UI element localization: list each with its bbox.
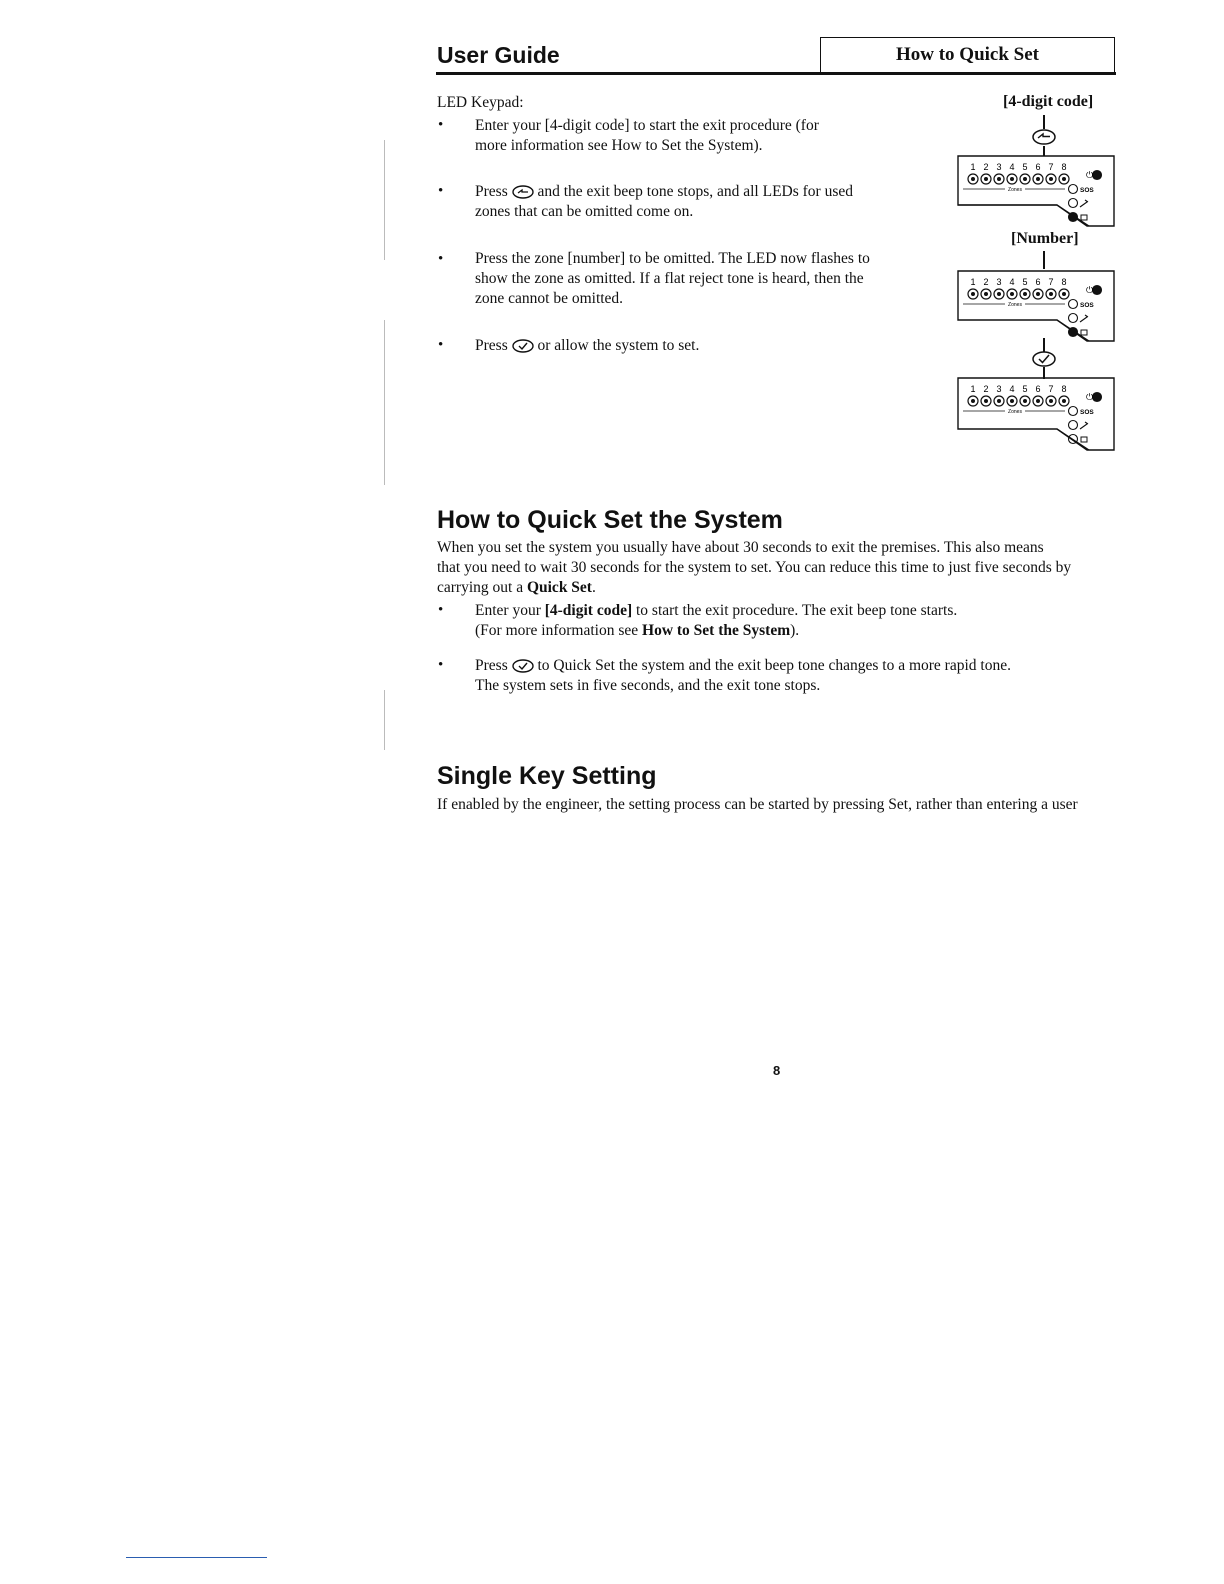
zone-led-dot <box>1023 177 1027 181</box>
page-number: 8 <box>773 1063 781 1078</box>
set-key-icon <box>512 659 534 673</box>
sos-label: SOS <box>1080 187 1094 194</box>
step-press-zone: Press the zone [number] to be omitted. The LED now flashes to show the zone as omitted. If a flat reject tone is heard, then the zone cannot be omitted. <box>475 250 870 307</box>
zone-led-dot <box>1023 292 1027 296</box>
zone-led-dot <box>997 399 1001 403</box>
zone-number: 2 <box>983 162 989 172</box>
zone-number: 6 <box>1035 277 1041 287</box>
zone-led-dot <box>997 292 1001 296</box>
zone-number: 8 <box>1061 162 1067 172</box>
zone-led-dot <box>971 292 975 296</box>
zone-led-dot <box>1036 292 1040 296</box>
zones-caption: Zones <box>1008 302 1022 308</box>
keypad-led-display <box>957 377 1115 453</box>
zone-number: 1 <box>970 277 976 287</box>
zone-led-dot <box>1010 292 1014 296</box>
lock-icon <box>1081 330 1087 335</box>
single-key-text: If enabled by the engineer, the setting process can be started by pressing Set, rather than entering a user <box>437 796 1078 813</box>
document-title: User Guide <box>437 42 560 68</box>
section-tab <box>820 37 1115 73</box>
zone-number: 5 <box>1022 162 1028 172</box>
quick-set-heading: How to Quick Set the System <box>437 506 783 534</box>
header-rule <box>436 72 1116 75</box>
status-led <box>1069 435 1078 444</box>
zone-number: 5 <box>1022 277 1028 287</box>
single-key-heading: Single Key Setting <box>437 762 657 790</box>
wrench-icon <box>1080 200 1088 207</box>
label-number: [Number] <box>1011 230 1079 247</box>
zone-led-dot <box>1062 292 1066 296</box>
zone-number: 1 <box>970 384 976 394</box>
zone-led-dot <box>1062 399 1066 403</box>
zone-number: 7 <box>1048 277 1054 287</box>
set-key-icon <box>1031 350 1057 368</box>
zone-led-dot <box>1049 292 1053 296</box>
bullet-dot: • <box>438 183 444 199</box>
zones-caption: Zones <box>1008 409 1022 415</box>
step-press-set: Press or allow the system to set. <box>475 337 700 354</box>
wrench-icon <box>1080 315 1088 322</box>
lock-icon <box>1081 437 1087 442</box>
keypad-led-display <box>957 270 1115 346</box>
status-led <box>1069 407 1078 416</box>
power-icon: ⏻ <box>1086 285 1094 295</box>
bullet-dot: • <box>438 251 444 267</box>
omit-key-icon <box>1031 128 1057 146</box>
zones-caption: Zones <box>1008 187 1022 193</box>
zone-led-dot <box>984 292 988 296</box>
zone-number: 7 <box>1048 384 1054 394</box>
zone-led-dot <box>1010 177 1014 181</box>
status-led <box>1069 199 1078 208</box>
zone-number: 2 <box>983 384 989 394</box>
zone-led-dot <box>984 399 988 403</box>
quick-set-step-1: Enter your [4-digit code] to start the exit procedure. The exit beep tone starts. (For more information see How to Set the System). <box>475 602 958 639</box>
zone-led-dot <box>984 177 988 181</box>
scan-mark <box>384 320 385 485</box>
keypad-led-display <box>957 155 1115 231</box>
zone-led-dot <box>1049 399 1053 403</box>
connector-line <box>1043 251 1045 269</box>
zone-number: 4 <box>1009 384 1015 394</box>
status-led <box>1093 171 1102 180</box>
section-title: How to Quick Set <box>895 44 1040 65</box>
status-led <box>1069 185 1078 194</box>
scan-mark <box>384 140 385 260</box>
status-led <box>1069 328 1078 337</box>
zone-led-dot <box>1023 399 1027 403</box>
zone-number: 3 <box>996 384 1002 394</box>
wrench-icon <box>1080 422 1088 429</box>
zone-number: 2 <box>983 277 989 287</box>
zone-led-dot <box>971 177 975 181</box>
zone-led-dot <box>1049 177 1053 181</box>
zone-led-dot <box>1036 399 1040 403</box>
zone-led-dot <box>971 399 975 403</box>
step-press-omit: Press and the exit beep tone stops, and all LEDs for used zones that can be omitted come on. <box>475 183 854 220</box>
zone-number: 3 <box>996 277 1002 287</box>
status-led <box>1069 213 1078 222</box>
zone-number: 7 <box>1048 162 1054 172</box>
scan-mark <box>384 690 385 750</box>
zone-number: 8 <box>1061 277 1067 287</box>
status-led <box>1069 421 1078 430</box>
zone-led-dot <box>997 177 1001 181</box>
connector-line <box>1043 115 1045 129</box>
lock-icon <box>1081 215 1087 220</box>
zone-number: 4 <box>1009 162 1015 172</box>
quick-set-step-2: Press to Quick Set the system and the exit beep tone changes to a more rapid tone. The system sets in five seconds, and the exit tone stops. <box>475 657 1011 694</box>
omit-key-icon <box>512 185 534 199</box>
set-key-icon <box>512 339 534 353</box>
zone-number: 3 <box>996 162 1002 172</box>
led-keypad-label: LED Keypad: <box>437 94 524 111</box>
step-enter-code: Enter your [4-digit code] to start the exit procedure (for more information see How to Set the System). <box>475 117 819 154</box>
bullet-dot: • <box>438 657 444 673</box>
zone-number: 4 <box>1009 277 1015 287</box>
status-led <box>1069 300 1078 309</box>
zone-number: 6 <box>1035 384 1041 394</box>
zone-led-dot <box>1010 399 1014 403</box>
zone-led-dot <box>1036 177 1040 181</box>
bullet-dot: • <box>438 602 444 618</box>
status-led <box>1093 393 1102 402</box>
power-icon: ⏻ <box>1086 392 1094 402</box>
sos-label: SOS <box>1080 409 1094 416</box>
power-icon: ⏻ <box>1086 170 1094 180</box>
zone-number: 5 <box>1022 384 1028 394</box>
status-led <box>1093 286 1102 295</box>
zone-number: 8 <box>1061 384 1067 394</box>
label-4-digit-code: [4-digit code] <box>1003 93 1094 110</box>
status-led <box>1069 314 1078 323</box>
zone-number: 6 <box>1035 162 1041 172</box>
bullet-dot: • <box>438 117 444 133</box>
zone-number: 1 <box>970 162 976 172</box>
sos-label: SOS <box>1080 302 1094 309</box>
quick-set-intro: When you set the system you usually have about 30 seconds to exit the premises. This also means that you need to wait 30 seconds for the system to set. You can reduce this time to just five seconds by carrying out a Quick Set. <box>437 539 1072 596</box>
footnote-rule <box>126 1557 267 1558</box>
bullet-dot: • <box>438 337 444 353</box>
zone-led-dot <box>1062 177 1066 181</box>
